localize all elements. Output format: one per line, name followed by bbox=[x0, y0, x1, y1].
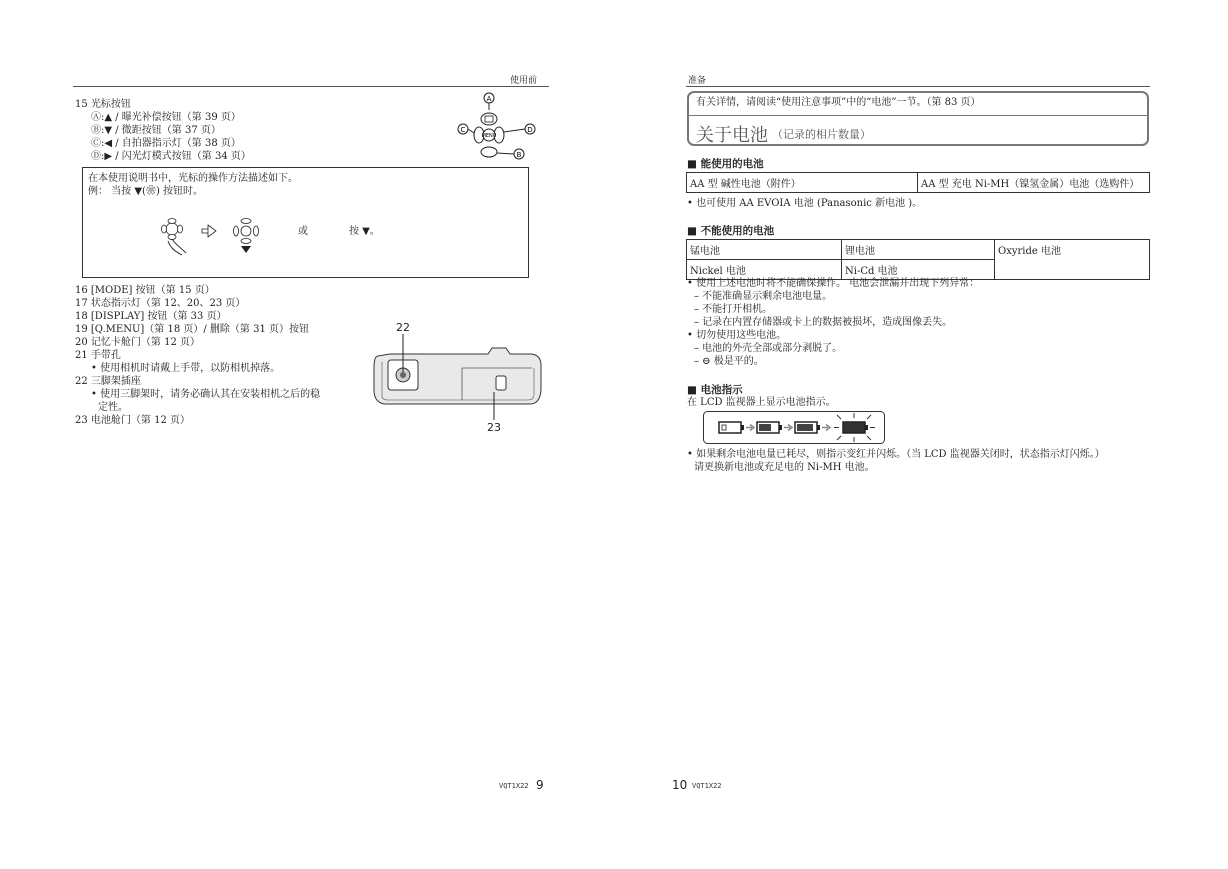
battery-icon-full bbox=[719, 422, 744, 433]
left-page-number: 9 bbox=[536, 778, 544, 792]
indicator-note-1: • 如果剩余电池电量已耗尽，则指示变红并闪烁。（当 LCD 监视器关闭时，状态指示灯闪烁。） bbox=[687, 449, 1105, 460]
dpad-label-d: D bbox=[527, 126, 533, 134]
item19: 19 [Q.MENU]（第 18 页）/ 删除（第 31 页）按钮 bbox=[75, 324, 310, 335]
note-line-2: 例： 当按 ▼(❀) 按钮时。 bbox=[88, 186, 204, 197]
title-box-divider bbox=[689, 115, 1147, 116]
item22: 22 三脚架插座 bbox=[75, 376, 141, 387]
item15-line-c: Ⓒ:◀ / 自拍器指示灯（第 38 页） bbox=[91, 138, 241, 149]
indicator-desc: 在 LCD 监视器上显示电池指示。 bbox=[687, 397, 836, 408]
item22-note: • 使用三脚架时，请务必确认其在安装相机之后的稳 bbox=[91, 389, 321, 400]
unusable-cell-nickel: Nickel 电池 bbox=[687, 260, 842, 280]
right-page-header: 准备 bbox=[688, 76, 707, 86]
item21-note: • 使用相机时请戴上手带，以防相机掉落。 bbox=[91, 363, 281, 374]
left-page-header: 使用前 bbox=[510, 76, 538, 86]
usable-cell-nimh: AA 型 充电 Ni-MH（镍氢金属）电池（选购件） bbox=[918, 173, 1150, 193]
note-press: 按 ▼。 bbox=[349, 226, 380, 237]
indicator-heading: ■ 电池指示 bbox=[687, 384, 743, 396]
dpad-label-b: B bbox=[516, 151, 522, 159]
camera-label-23: 23 bbox=[487, 421, 501, 434]
unusable-note-6: – 电池的外壳全部或部分剥脱了。 bbox=[694, 343, 843, 354]
usable-note: • 也可使用 AA EVOIA 电池 (Panasonic 新电池 )。 bbox=[687, 198, 923, 209]
notice-text: 有关详情，请阅读“使用注意事项”中的“电池”一节。（第 83 页） bbox=[696, 97, 981, 108]
item20: 20 记忆卡舱门（第 12 页） bbox=[75, 337, 200, 348]
item16: 16 [MODE] 按钮（第 15 页） bbox=[75, 285, 215, 296]
left-header-rule bbox=[73, 86, 549, 87]
item21: 21 手带孔 bbox=[75, 350, 121, 361]
item15-line-d: Ⓓ:▶ / 闪光灯模式按钮（第 34 页） bbox=[91, 151, 251, 162]
usable-battery-table bbox=[686, 172, 1150, 193]
item15-title: 15 光标按钮 bbox=[75, 99, 131, 110]
camera-label-22: 22 bbox=[396, 321, 410, 334]
right-page-number: 10 bbox=[672, 778, 688, 792]
item15-line-b: Ⓑ:▼ / 微距按钮（第 37 页） bbox=[91, 125, 221, 136]
right-footer-code: VQT1X22 bbox=[692, 782, 722, 790]
right-header-rule bbox=[686, 86, 1150, 87]
usable-cell-alkaline: AA 型 碱性电池（附件） bbox=[687, 173, 918, 193]
unusable-note-4: – 记录在内置存储器或卡上的数据被损坏，造成图像丢失。 bbox=[694, 317, 953, 328]
camera-bottom-illustration bbox=[370, 334, 545, 420]
unusable-note-7: – ⊖ 极是平的。 bbox=[694, 356, 764, 367]
usable-heading: ■ 能使用的电池 bbox=[687, 158, 764, 170]
item22-note-cont: 定性。 bbox=[98, 402, 128, 413]
battery-indicator-sequence bbox=[703, 411, 885, 444]
dpad-label-c: C bbox=[460, 126, 466, 134]
item17: 17 状态指示灯（第 12、20、23 页） bbox=[75, 298, 246, 309]
unusable-note-3: – 不能打开相机。 bbox=[694, 304, 773, 315]
unusable-note-5: • 切勿使用这些电池。 bbox=[687, 330, 787, 341]
left-footer-code: VQT1X22 bbox=[499, 782, 529, 790]
indicator-note-2: 请更换新电池或充足电的 Ni-MH 电池。 bbox=[694, 462, 875, 473]
unusable-note-1: • 使用上述电池时将不能确保操作。 电池会泄漏并出现下列异常： bbox=[687, 278, 980, 289]
item15-line-a: Ⓐ:▲ / 曝光补偿按钮（第 39 页） bbox=[91, 112, 241, 123]
battery-icon-two-thirds bbox=[757, 422, 782, 433]
cursor-note-box bbox=[82, 167, 529, 278]
unusable-cell-manganese: 锰电池 bbox=[687, 240, 842, 260]
battery-icon-one-third bbox=[795, 422, 820, 433]
press-example-diagram bbox=[156, 215, 276, 257]
item23: 23 电池舱门（第 12 页） bbox=[75, 415, 190, 426]
note-line-1: 在本使用说明书中，光标的操作方法描述如下。 bbox=[88, 173, 298, 184]
item18: 18 [DISPLAY] 按钮（第 33 页） bbox=[75, 311, 227, 322]
battery-title-box bbox=[687, 91, 1149, 146]
unusable-note-2: – 不能准确显示剩余电池电量。 bbox=[694, 291, 833, 302]
unusable-heading: ■ 不能使用的电池 bbox=[687, 225, 775, 237]
unusable-battery-table bbox=[686, 239, 1150, 280]
unusable-cell-oxyride: Oxyride 电池 bbox=[995, 240, 1150, 280]
cursor-buttons-diagram bbox=[453, 92, 545, 164]
page-title: 关于电池 bbox=[696, 125, 768, 146]
unusable-cell-nicd: Ni-Cd 电池 bbox=[842, 260, 995, 280]
svg-text:MENU: MENU bbox=[481, 133, 497, 139]
dpad-label-a: A bbox=[486, 95, 492, 103]
unusable-cell-lithium: 锂电池 bbox=[842, 240, 995, 260]
note-or: 或 bbox=[298, 226, 308, 237]
page-title-sub: （记录的相片数量） bbox=[772, 128, 871, 141]
